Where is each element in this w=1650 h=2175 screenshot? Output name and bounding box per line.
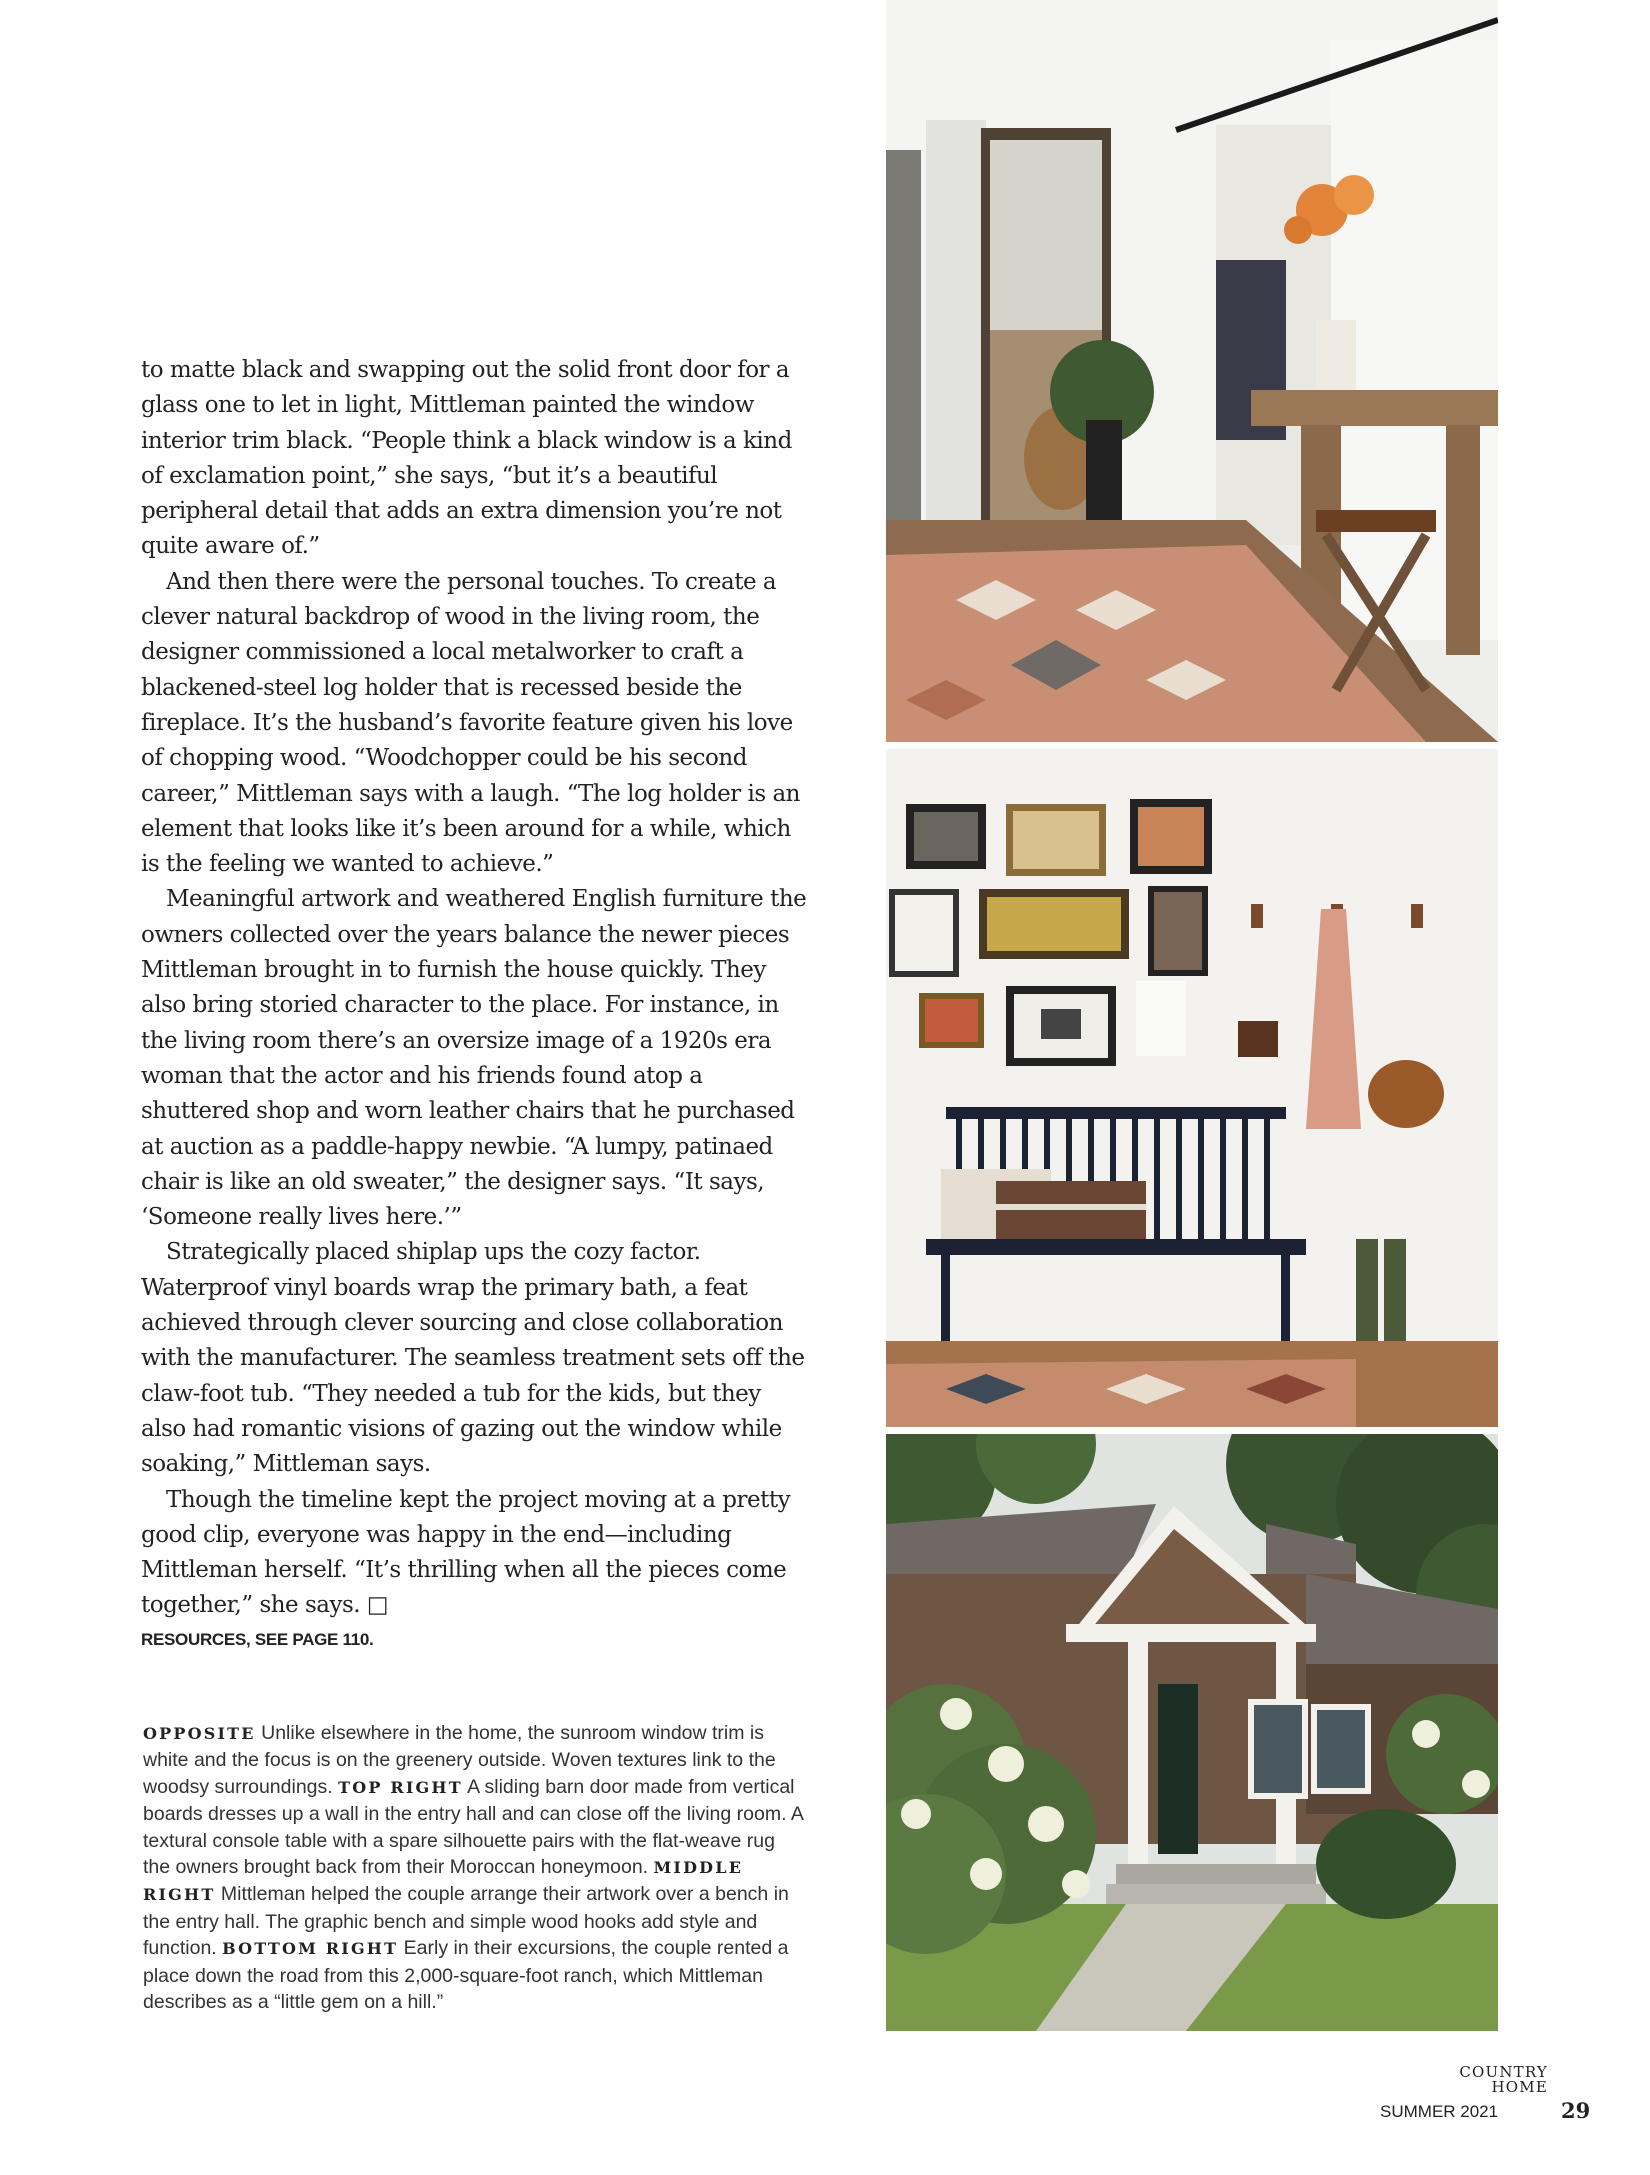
caption-text-middle-right: Mittleman helped the couple arrange their artwork over a bench in the entry hall. The graphic bench and simple wood hooks add style and function. — [143, 1883, 789, 1960]
article-paragraph: Strategically placed shiplap ups the cozy factor. Waterproof vinyl boards wrap the primary bath, a feat achieved through clever sourcing and close collaboration with the manufacturer. The seamless treatment sets off the claw-foot tub. “They needed a tub for the kids, but they also had romantic visions of gazing out the window while soaking,” Mittleman says. — [141, 1239, 805, 1478]
article-paragraph: And then there were the personal touches. To create a clever natural backdrop of wood in the living room, the designer commissioned a local metalworker to craft a blackened-steel log holder that is recessed beside the fireplace. It’s the husband’s favorite feature given his love of chopping wood. “Woodchopper could be his second career,” Mittleman says with a laugh. “The log holder is an element that looks like it’s been around for a while, which is the feeling we wanted to achieve.” — [141, 568, 800, 878]
photo-gallery-bench — [886, 749, 1498, 1427]
brand-line-2: HOME — [1491, 2078, 1548, 2096]
article-paragraph: Though the timeline kept the project moving at a pretty good clip, everyone was happy in the end—including Mittleman herself. “It’s thrilling when all the pieces come together,” she says. □ — [141, 1486, 791, 1619]
article-paragraph: to matte black and swapping out the solid front door for a glass one to let in light, Mittleman painted the window interior trim black. “People think a black window is a kind of exclamation point,” she says, “but it’s a beautiful peripheral detail that adds an extra dimension you’re not quite aware of.” — [141, 357, 792, 560]
issue-label: SUMMER 2021 — [1380, 2102, 1499, 2121]
photo-caption — [143, 1720, 803, 2015]
caption-text-top-right: A sliding barn door made from vertical boards dresses up a wall in the entry hall and can close off the living room. A textural console table with a spare silhouette pairs with the flat-weave rug the owners brought back from their Moroccan honeymoon. — [143, 1775, 803, 1879]
caption-text-opposite: Unlike elsewhere in the home, the sunroom window trim is white and the focus is on the greenery outside. Woven textures link to the woodsy surroundings. — [143, 1722, 776, 1798]
photo-entry-hall — [886, 0, 1498, 742]
caption-label-top-right: TOP RIGHT — [338, 1777, 463, 1797]
photo-ranch-exterior — [886, 1434, 1498, 2031]
caption-label-opposite: OPPOSITE — [143, 1724, 256, 1743]
brand-line-1: COUNTRY — [1459, 2063, 1548, 2081]
resources-note: RESOURCES, SEE PAGE 110. — [141, 1630, 374, 1649]
caption-label-bottom-right: BOTTOM RIGHT — [222, 1939, 399, 1959]
article-body — [141, 353, 811, 1624]
caption-label-middle-right: MIDDLE RIGHT — [143, 1858, 744, 1905]
caption-text-bottom-right: Early in their excursions, the couple rented a place down the road from this 2,000-square-foot ranch, which Mittleman describes as a “little gem on a hill.” — [143, 1937, 789, 2014]
magazine-brand — [1420, 2065, 1548, 2095]
article-paragraph: Meaningful artwork and weathered English furniture the owners collected over the years balance the newer pieces Mittleman brought in to furnish the house quickly. They also bring storied character to the place. For instance, in the living room there’s an oversize image of a 1920s era woman that the actor and his friends found atop a shuttered shop and worn leather chairs that he purchased at auction as a paddle-happy newbie. “A lumpy, patinaed chair is like an old sweater,” the designer says. “It says, ‘Someone really lives here.’” — [141, 886, 807, 1231]
page-number: 29 — [1561, 2098, 1591, 2123]
